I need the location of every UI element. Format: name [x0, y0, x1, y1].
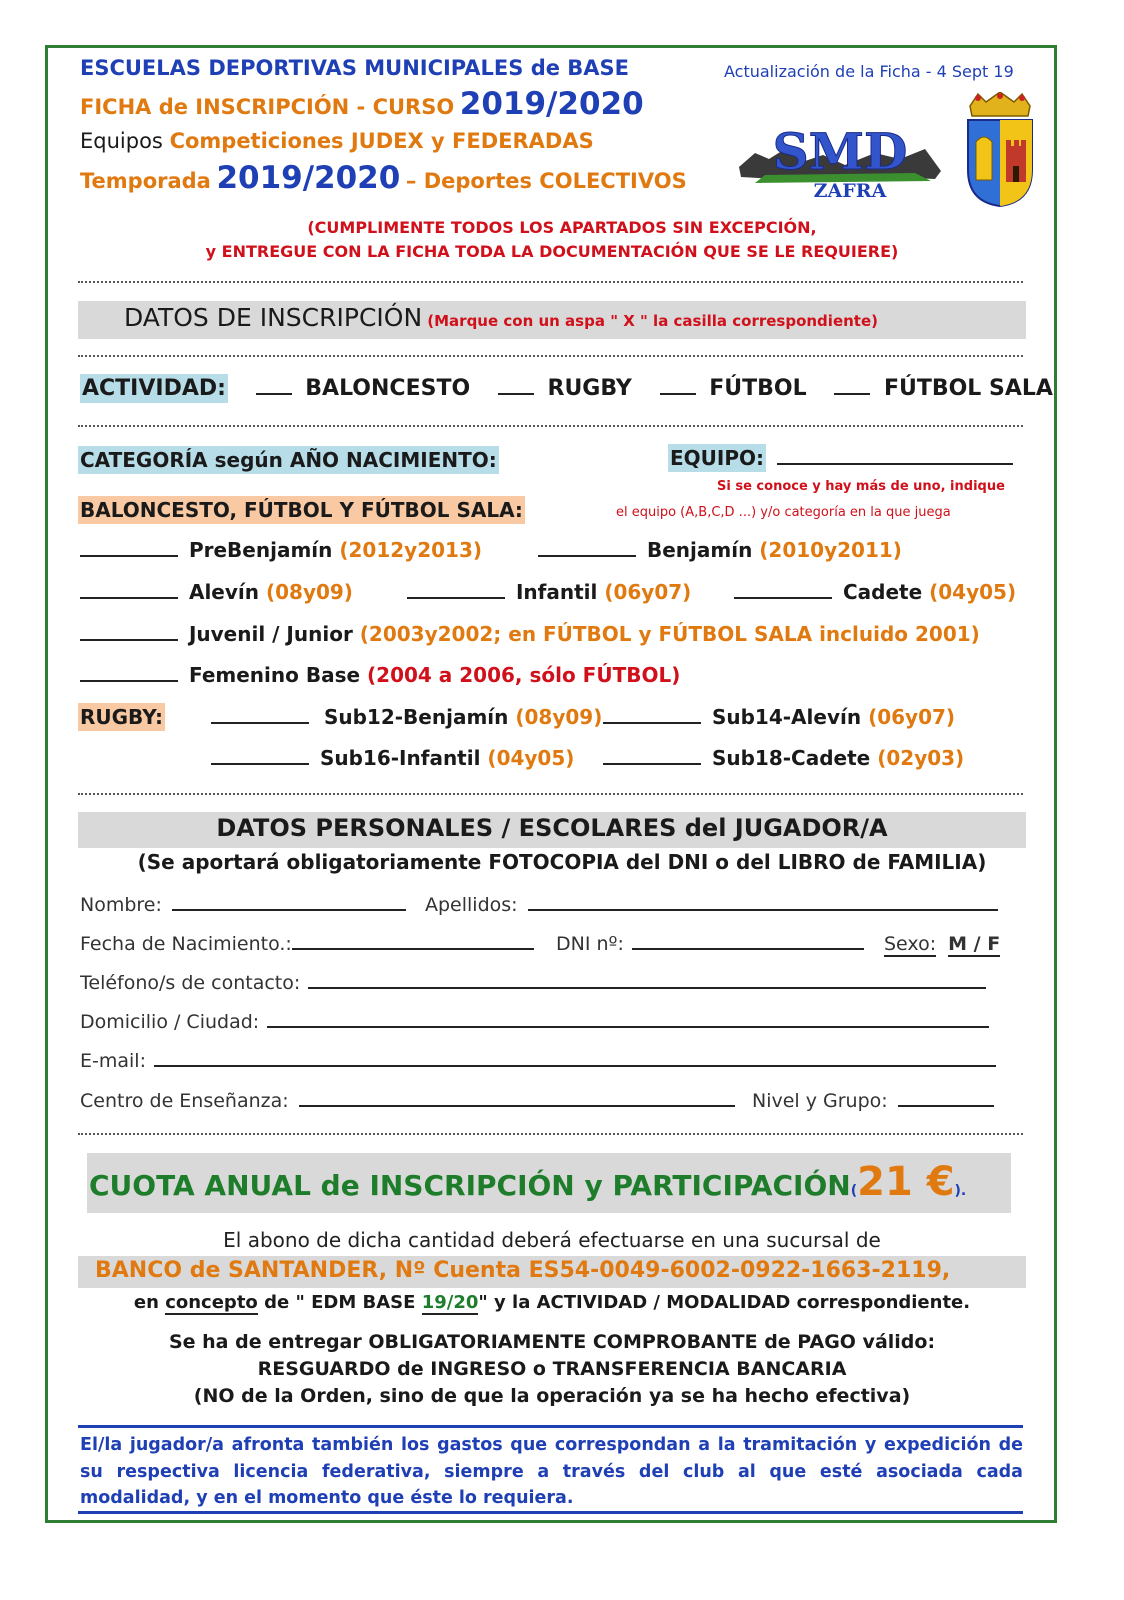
centro-row: [80, 1090, 735, 1112]
centro-input[interactable]: [299, 1105, 735, 1107]
banco-text: BANCO de SANTANDER, Nº Cuenta ES54-0049-6002-0922-1663-2119,: [95, 1258, 951, 1283]
cat-alevin-name: Alevín: [188, 580, 259, 604]
logo-text: SMD: [772, 122, 908, 181]
sexo-label: Sexo:: [884, 933, 937, 955]
rugby-sub12-blank[interactable]: [211, 722, 309, 724]
cat-juvenil-blank[interactable]: [80, 639, 178, 641]
cat-benjamin-blank[interactable]: [538, 555, 636, 557]
logo-subtext: ZAFRA: [813, 180, 887, 202]
rugby-sub14-years: (06y07): [868, 705, 956, 729]
fecha-row: [80, 933, 534, 955]
cat-femenino: [80, 663, 680, 687]
rugby-sub12: [211, 705, 602, 729]
dni-input[interactable]: [632, 948, 864, 950]
rugby-sub16-years: (04y05): [487, 746, 575, 770]
entrega-line1: Se ha de entregar OBLIGATORIAMENTE COMPROBANTE de PAGO válido:: [168, 1331, 936, 1353]
footer-top-rule: [78, 1425, 1023, 1428]
cuota-close: ).: [954, 1183, 967, 1199]
nombre-label: Nombre:: [80, 894, 162, 916]
sexo-row: [884, 933, 1000, 957]
rugby-sub12-name: Sub12-Benjamín: [323, 705, 509, 729]
cat-juvenil: [80, 622, 980, 646]
cat-cadete: [734, 580, 1016, 604]
cat-prebenjamin: [80, 538, 482, 562]
cat-infantil-name: Infantil: [515, 580, 598, 604]
header-line4-prefix: Temporada: [80, 169, 211, 193]
header-line4: [80, 160, 687, 196]
actividad-baloncesto: BALONCESTO: [305, 376, 471, 401]
cuota-row: [89, 1159, 966, 1205]
header-line2-year: 2019/2020: [459, 86, 644, 122]
zafra-coat-of-arms: [962, 92, 1038, 208]
rugby-sub14-name: Sub14-Alevín: [711, 705, 862, 729]
domicilio-row: [80, 1011, 989, 1033]
email-label: E-mail:: [80, 1050, 146, 1072]
concepto-c: de " EDM BASE: [264, 1292, 416, 1313]
dni-label: DNI nº:: [556, 933, 624, 955]
email-input[interactable]: [154, 1065, 996, 1067]
rugby-sub18: [603, 746, 964, 770]
equipo-label: EQUIPO:: [670, 446, 765, 470]
cat-alevin-blank[interactable]: [80, 597, 178, 599]
divider: [78, 281, 1023, 283]
rugby-sub12-years: (08y09): [515, 705, 603, 729]
checkbox-rugby[interactable]: [498, 393, 534, 395]
actividad-rugby: RUGBY: [547, 376, 632, 401]
header-line2: [80, 86, 644, 122]
rugby-sub18-blank[interactable]: [603, 763, 701, 765]
concepto-d: 19/20: [421, 1292, 479, 1313]
header-line2-prefix: FICHA de INSCRIPCIÓN - CURSO: [80, 95, 455, 119]
checkbox-futbol-sala[interactable]: [834, 393, 870, 395]
header-line3-rest: Competiciones JUDEX y FEDERADAS: [169, 129, 594, 153]
dni-row: [556, 933, 864, 955]
divider: [78, 355, 1023, 357]
fecha-input[interactable]: [292, 948, 534, 950]
cat-juvenil-years: (2003y2002; en FÚTBOL y FÚTBOL SALA incluido 2001): [359, 622, 980, 646]
cat-infantil-years: (06y07): [604, 580, 692, 604]
cat-cadete-years: (04y05): [929, 580, 1017, 604]
telefono-label: Teléfono/s de contacto:: [80, 972, 301, 994]
cat-infantil-blank[interactable]: [407, 597, 505, 599]
checkbox-baloncesto[interactable]: [256, 393, 292, 395]
rugby-sub16: [211, 746, 574, 770]
footer-bottom-rule: [78, 1511, 1023, 1514]
nivel-input[interactable]: [898, 1105, 994, 1107]
centro-label: Centro de Enseñanza:: [80, 1090, 289, 1112]
header-line4-year: 2019/2020: [216, 160, 401, 196]
apellidos-input[interactable]: [528, 909, 998, 911]
cat-prebenjamin-years: (2012y2013): [339, 538, 483, 562]
nivel-row: [752, 1090, 994, 1112]
header-line1: ESCUELAS DEPORTIVAS MUNICIPALES de BASE: [80, 56, 630, 80]
divider: [78, 1133, 1023, 1135]
actividad-row: [80, 376, 1053, 401]
domicilio-label: Domicilio / Ciudad:: [80, 1011, 260, 1033]
update-date: Actualización de la Ficha - 4 Sept 19: [724, 62, 1014, 81]
apellidos-row: [425, 894, 998, 916]
cat-alevin: [80, 580, 353, 604]
cat-femenino-blank[interactable]: [80, 680, 178, 682]
cat-femenino-years: (2004 a 2006, sólo FÚTBOL): [367, 663, 681, 687]
sexo-options[interactable]: M / F: [948, 933, 1001, 955]
personal-subtitle: (Se aportará obligatoriamente FOTOCOPIA del DNI o del LIBRO de FAMILIA): [137, 850, 987, 874]
group1-label: BALONCESTO, FÚTBOL Y FÚTBOL SALA:: [80, 498, 523, 522]
telefono-row: [80, 972, 986, 994]
equipo-row: [668, 446, 1013, 470]
cuota-title: CUOTA ANUAL de INSCRIPCIÓN y PARTICIPACIÓN: [89, 1169, 851, 1202]
email-row: [80, 1050, 996, 1072]
nombre-row: [80, 894, 406, 916]
categoria-label: CATEGORÍA según AÑO NACIMIENTO:: [80, 448, 497, 472]
cat-cadete-blank[interactable]: [734, 597, 832, 599]
rugby-sub16-blank[interactable]: [211, 763, 309, 765]
concepto-a: en: [133, 1292, 159, 1313]
rugby-sub18-years: (02y03): [877, 746, 965, 770]
cat-benjamin-years: (2010y2011): [759, 538, 902, 562]
nombre-input[interactable]: [172, 909, 406, 911]
entrega-line3: (NO de la Orden, sino de que la operación ya se ha hecho efectiva): [193, 1385, 911, 1407]
cat-cadete-name: Cadete: [842, 580, 923, 604]
concepto-e: " y la ACTIVIDAD / MODALIDAD correspondiente.: [478, 1292, 971, 1313]
rugby-sub16-name: Sub16-Infantil: [319, 746, 481, 770]
equipo-note2: el equipo (A,B,C,D ...) y/o categoría en la que juega: [616, 505, 951, 520]
divider: [78, 425, 1023, 427]
cat-infantil: [407, 580, 691, 604]
cat-prebenjamin-name: PreBenjamín: [188, 538, 333, 562]
cat-femenino-name: Femenino Base: [188, 663, 361, 687]
rugby-sub18-name: Sub18-Cadete: [711, 746, 871, 770]
inscripcion-note: (Marque con un aspa " X " la casilla correspondiente): [427, 312, 878, 330]
concepto-b: concepto: [165, 1292, 258, 1313]
rugby-sub14-blank[interactable]: [603, 722, 701, 724]
concepto-row: [0, 1292, 1104, 1315]
checkbox-futbol[interactable]: [660, 393, 696, 395]
apellidos-label: Apellidos:: [425, 894, 518, 916]
header-line3-prefix: Equipos: [80, 129, 163, 153]
actividad-label: ACTIVIDAD:: [82, 376, 226, 401]
entrega-line2: RESGUARDO de INGRESO o TRANSFERENCIA BANCARIA: [257, 1358, 847, 1380]
divider: [78, 793, 1023, 795]
cuota-amount: 21 €: [857, 1159, 955, 1205]
inscripcion-title: DATOS DE INSCRIPCIÓN: [124, 303, 423, 332]
equipo-input[interactable]: [777, 463, 1013, 465]
personal-title: DATOS PERSONALES / ESCOLARES del JUGADOR/A: [216, 814, 888, 842]
inscripcion-heading: [124, 303, 878, 332]
footer-text: El/la jugador/a afronta también los gastos que correspondan a la tramitación y expedición de su respectiva licencia federativa, siempre a través del club al que esté asociada cada modalidad, y en el momento que éste lo requiera.: [80, 1435, 1023, 1508]
cat-juvenil-name: Juvenil / Junior: [188, 622, 353, 646]
header-line3: [80, 129, 594, 153]
rugby-sub14: [603, 705, 955, 729]
fecha-label: Fecha de Nacimiento.:: [80, 933, 292, 955]
cuota-open: (: [850, 1183, 858, 1199]
actividad-futbol: FÚTBOL: [709, 376, 807, 401]
cat-prebenjamin-blank[interactable]: [80, 555, 178, 557]
rugby-label: RUGBY:: [80, 705, 163, 729]
abono-text: El abono de dicha cantidad deberá efectuarse en una sucursal de: [223, 1228, 881, 1252]
cat-benjamin: [538, 538, 902, 562]
warning-line2: y ENTREGUE CON LA FICHA TODA LA DOCUMENTACIÓN QUE SE LE REQUIERE): [205, 242, 899, 261]
cat-benjamin-name: Benjamín: [646, 538, 753, 562]
warning-line1: (CUMPLIMENTE TODOS LOS APARTADOS SIN EXCEPCIÓN,: [307, 218, 817, 237]
telefono-input[interactable]: [308, 987, 986, 989]
domicilio-input[interactable]: [267, 1026, 989, 1028]
equipo-note1: Si se conoce y hay más de uno, indique: [717, 479, 1005, 494]
header-line4-rest: – Deportes COLECTIVOS: [405, 169, 687, 193]
smd-zafra-logo: [735, 115, 945, 205]
nivel-label: Nivel y Grupo:: [752, 1090, 888, 1112]
cat-alevin-years: (08y09): [265, 580, 353, 604]
actividad-futbol-sala: FÚTBOL SALA: [883, 376, 1053, 401]
